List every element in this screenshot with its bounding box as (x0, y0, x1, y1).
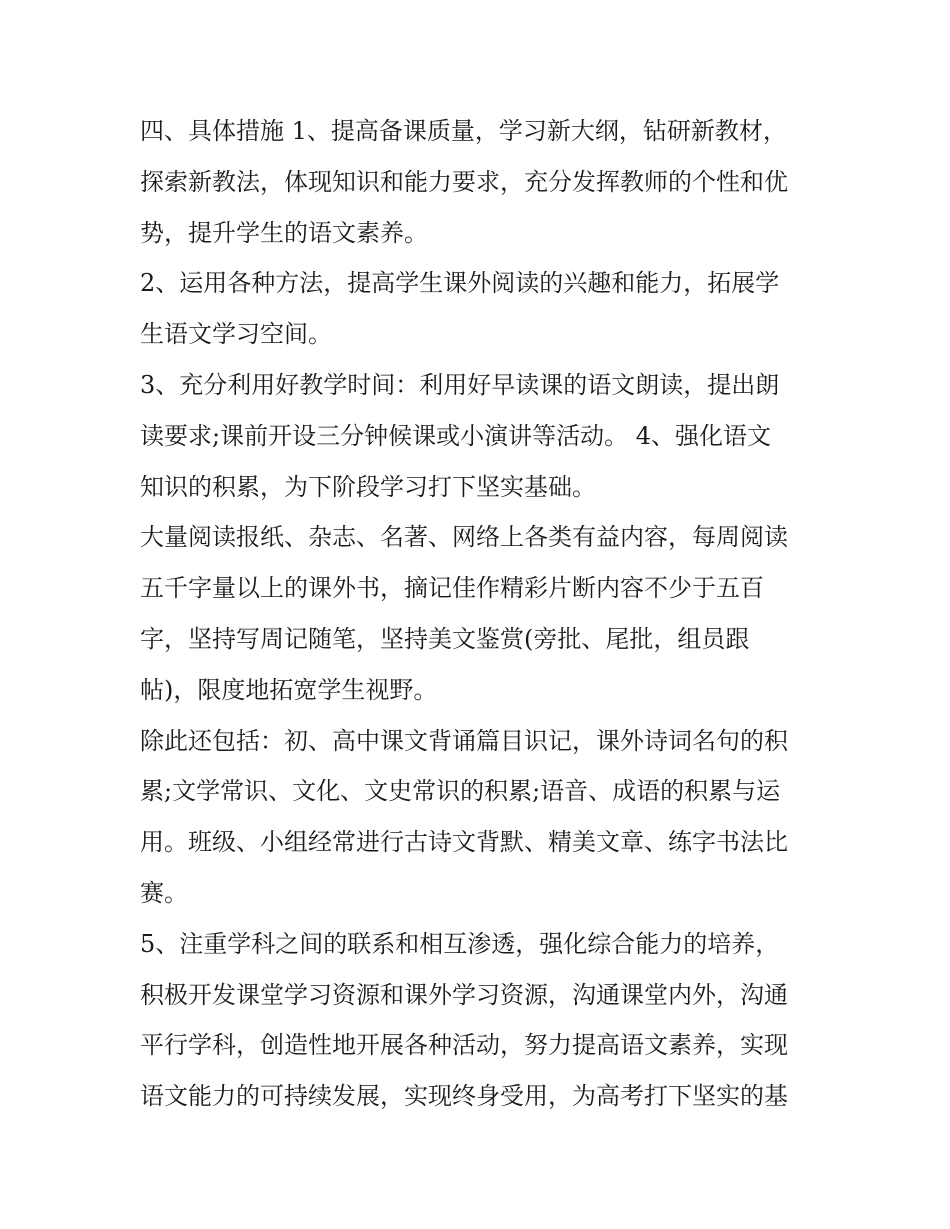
paragraph-reading-methods (140, 258, 820, 360)
paragraph-additional-items (140, 716, 820, 919)
text-line: 平行学科，创造性地开展各种活动，努力提高语文素养，实现 (140, 1031, 788, 1060)
text-line: 生语文学习空间。 (140, 320, 332, 349)
text-line: 赛。 (140, 878, 188, 907)
paragraph-extensive-reading (140, 512, 820, 715)
text-line: 2、运用各种方法，提高学生课外阅读的兴趣和能力，拓展学 (140, 269, 780, 298)
text-line: 大量阅读报纸、杂志、名著、网络上各类有益内容，每周阅读 (140, 523, 788, 552)
text-line: 势，提升学生的语文素养。 (140, 218, 428, 247)
text-line: 积极开发课堂学习资源和课外学习资源，沟通课堂内外，沟通 (140, 980, 788, 1009)
text-line: 除此还包括：初、高中课文背诵篇目识记，课外诗词名句的积 (140, 726, 788, 755)
paragraph-specific-measures (140, 106, 820, 258)
text-line: 累;文学常识、文化、文史常识的积累;语音、成语的积累与运 (140, 777, 781, 806)
text-line: 字，坚持写周记随笔，坚持美文鉴赏(旁批、尾批，组员跟 (140, 624, 750, 653)
paragraph-interdisciplinary (140, 919, 820, 1122)
text-line: 用。班级、小组经常进行古诗文背默、精美文章、练字书法比 (140, 828, 788, 857)
text-line: 3、充分利用好教学时间：利用好早读课的语文朗读，提出朗 (140, 370, 780, 399)
paragraph-teaching-time (140, 360, 820, 512)
text-line: 四、具体措施 1、提高备课质量，学习新大纲，钻研新教材， (140, 117, 787, 145)
text-line: 五千字量以上的课外书，摘记佳作精彩片断内容不少于五百 (140, 574, 764, 603)
text-line: 语文能力的可持续发展，实现终身受用，为高考打下坚实的基 (140, 1082, 788, 1111)
text-line: 知识的积累，为下阶段学习打下坚实基础。 (140, 472, 596, 501)
text-line: 5、注重学科之间的联系和相互渗透，强化综合能力的培养， (140, 929, 780, 958)
text-line: 探索新教法，体现知识和能力要求，充分发挥教师的个性和优 (140, 167, 788, 196)
document-body (140, 106, 820, 1122)
text-line: 读要求;课前开设三分钟候课或小演讲等活动。 4、强化语文 (140, 421, 771, 450)
text-line: 帖)，限度地拓宽学生视野。 (140, 675, 438, 704)
